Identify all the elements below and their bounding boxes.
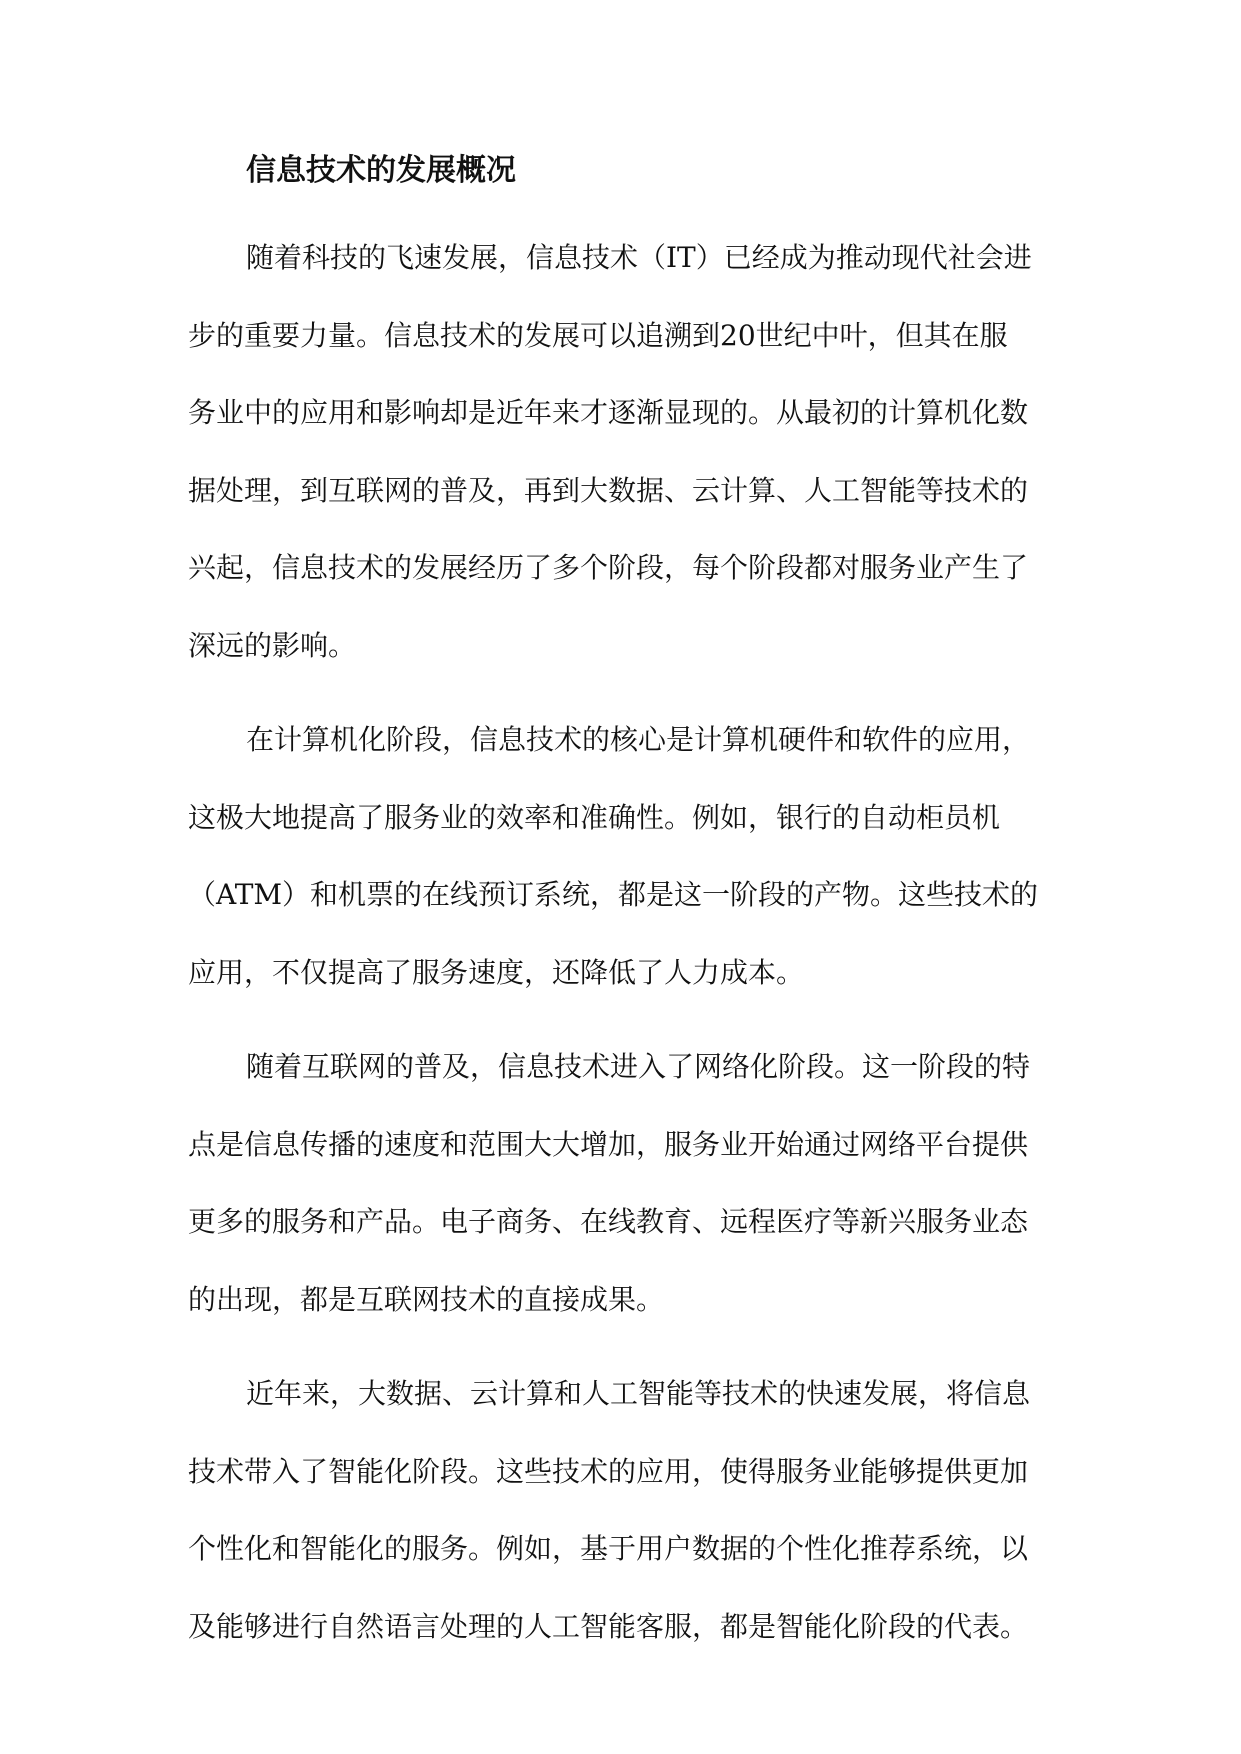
paragraph-line: 及能够进行自然语言处理的人工智能客服，都是智能化阶段的代表。 [188,1609,1029,1643]
paragraph-line: 的出现，都是互联网技术的直接成果。 [188,1282,665,1316]
document-body [188,141,1058,1665]
paragraph-line: 点是信息传播的速度和范围大大增加，服务业开始通过网络平台提供 [188,1127,1029,1161]
paragraph-line: 步的重要力量。信息技术的发展可以追溯到20世纪中叶，但其在服 [188,318,1008,352]
paragraph-line: 个性化和智能化的服务。例如，基于用户数据的个性化推荐系统，以 [188,1532,1029,1565]
paragraph-line: （ATM）和机票的在线预订系统，都是这一阶段的产物。这些技术的 [188,878,1039,911]
paragraph-line: 技术带入了智能化阶段。这些技术的应用，使得服务业能够提供更加 [188,1454,1029,1488]
paragraph-2 [188,701,1058,1011]
paragraph-1 [188,219,1058,684]
paragraph-line: 近年来，大数据、云计算和人工智能等技术的快速发展，将信息 [246,1377,1031,1410]
paragraph-line: 兴起，信息技术的发展经历了多个阶段，每个阶段都对服务业产生了 [188,551,1029,584]
paragraph-4 [188,1355,1058,1665]
document-heading: 信息技术的发展概况 [246,153,516,188]
paragraph-line: 应用，不仅提高了服务速度，还降低了人力成本。 [188,955,805,989]
paragraph-line: 务业中的应用和影响却是近年来才逐渐显现的。从最初的计算机化数 [188,396,1029,429]
paragraph-line: 随着科技的飞速发展，信息技术（IT）已经成为推动现代社会进 [246,241,1032,274]
paragraph-line: 深远的影响。 [188,628,357,662]
paragraph-line: 随着互联网的普及，信息技术进入了网络化阶段。这一阶段的特 [246,1050,1031,1083]
paragraph-line: 据处理，到互联网的普及，再到大数据、云计算、人工智能等技术的 [188,473,1029,507]
paragraph-3 [188,1028,1058,1338]
paragraph-line: 更多的服务和产品。电子商务、在线教育、远程医疗等新兴服务业态 [188,1205,1029,1238]
paragraph-line: 这极大地提高了服务业的效率和准确性。例如，银行的自动柜员机 [188,800,1001,834]
paragraph-line: 在计算机化阶段，信息技术的核心是计算机硬件和软件的应用， [246,723,1031,756]
